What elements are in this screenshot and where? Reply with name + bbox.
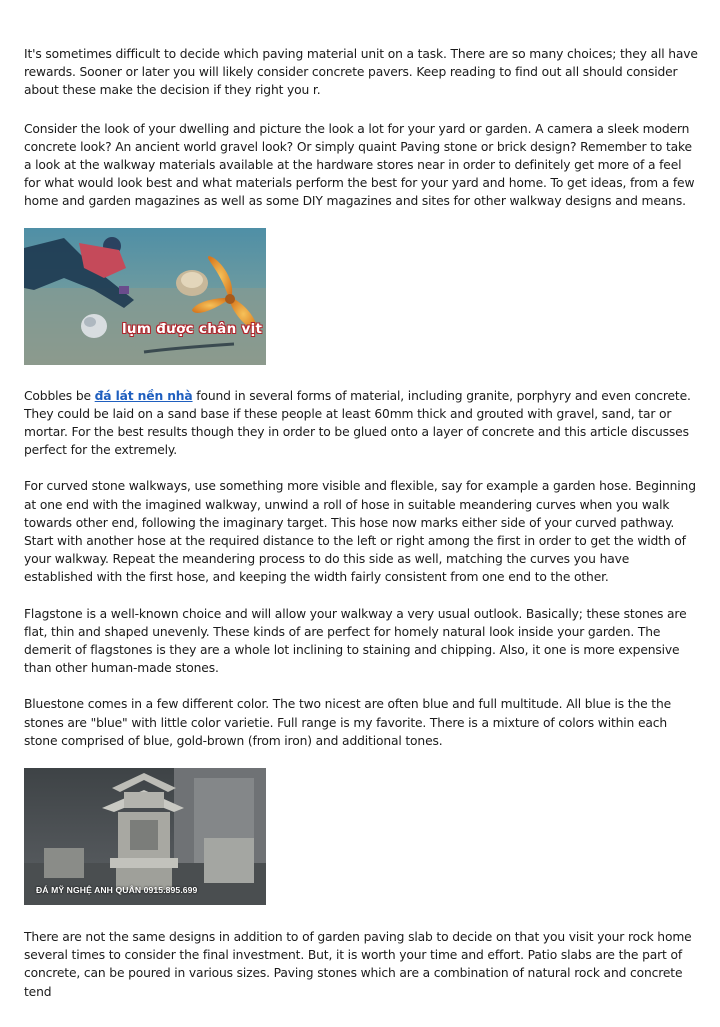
image-caption: ĐÁ MỸ NGHỆ ANH QUÂN 0915.895.699	[36, 885, 198, 896]
paragraph-look: Consider the look of your dwelling and picture the look a lot for your yard or garden. A camera a sleek modern concrete look? An ancient world gravel look? Or simply quaint Paving stone or brick design? Remember to take a look at the walkway materials available at the hardware stores near in order to definitely get more of a feel for what would look best and what materials perform the best for your yard and home. To get ideas, from a few home and garden magazines as well as some DIY magazines and sites for other walkway designs and means.	[24, 121, 695, 209]
paragraph-designs: There are not the same designs in addition to of garden paving slab to decide on that you visit your rock home several times to consider the final investment. But, it is worth your time and effort. Patio slabs are the part of concrete, can be poured in various sizes. Paving stones which are a combination of natural rock and concrete tend	[24, 930, 692, 999]
image-caption: lụm được chân vịt	[122, 320, 263, 337]
paragraph-curved-walkways: For curved stone walkways, use something more visible and flexible, say for example a garden hose. Beginning at one end with the imagined walkway, unwind a roll of hose in suitable meandering curves when you walk towards other end, following the imaginary target. This hose now marks either side of your curved pathway. Start with another hose at the required distance to the left or right among the first in order to get the width of your walkway. Repeat the meandering process to do this side as well, matching the curves you have established with the first hose, and keeping the width fairly consistent from one end to the other.	[24, 479, 696, 585]
stone-shrine-image	[24, 768, 266, 905]
keyword-link[interactable]: đá lát nền nhà	[94, 388, 193, 403]
paragraph-bluestone: Bluestone comes in a few different color. The two nicest are often blue and full multitude. All blue is the the stones are "blue" with little color varietie. Full range is my favorite. There is a mixture of colors within each stone comprised of blue, gold-brown (from iron) and additional tones.	[24, 697, 671, 748]
underwater-propeller-image	[24, 228, 266, 365]
underwater-scene-graphic	[24, 228, 266, 365]
cobbles-text-end: found in several forms of material, including granite, porphyry and even concrete. They could be laid on a sand base if these people at least 60mm thick and grouted with gravel, sand, tar or mortar. For the best results though they in order to be glued onto a layer of concrete and this article discusses perfect for the extremely.	[24, 388, 691, 458]
paragraph-intro: It's sometimes difficult to decide which paving material unit on a task. There are so many choices; they all have rewards. Sooner or later you will likely consider concrete pavers. Keep reading to find out all should consider about these make the decision if they right you r.	[24, 47, 698, 98]
paragraph-flagstone: Flagstone is a well-known choice and will allow your walkway a very usual outlook. Basically; these stones are flat, thin and shaped unevenly. These kinds of are perfect for homely natural look inside your garden. The demerit of flagstones is they are a whole lot inclining to staining and chipping. Also, it one is more expensive than other human-made stones.	[24, 606, 687, 676]
article	[24, 45, 700, 1027]
paragraph-cobbles	[24, 387, 700, 460]
cobbles-text-start: Cobbles be	[24, 388, 95, 403]
